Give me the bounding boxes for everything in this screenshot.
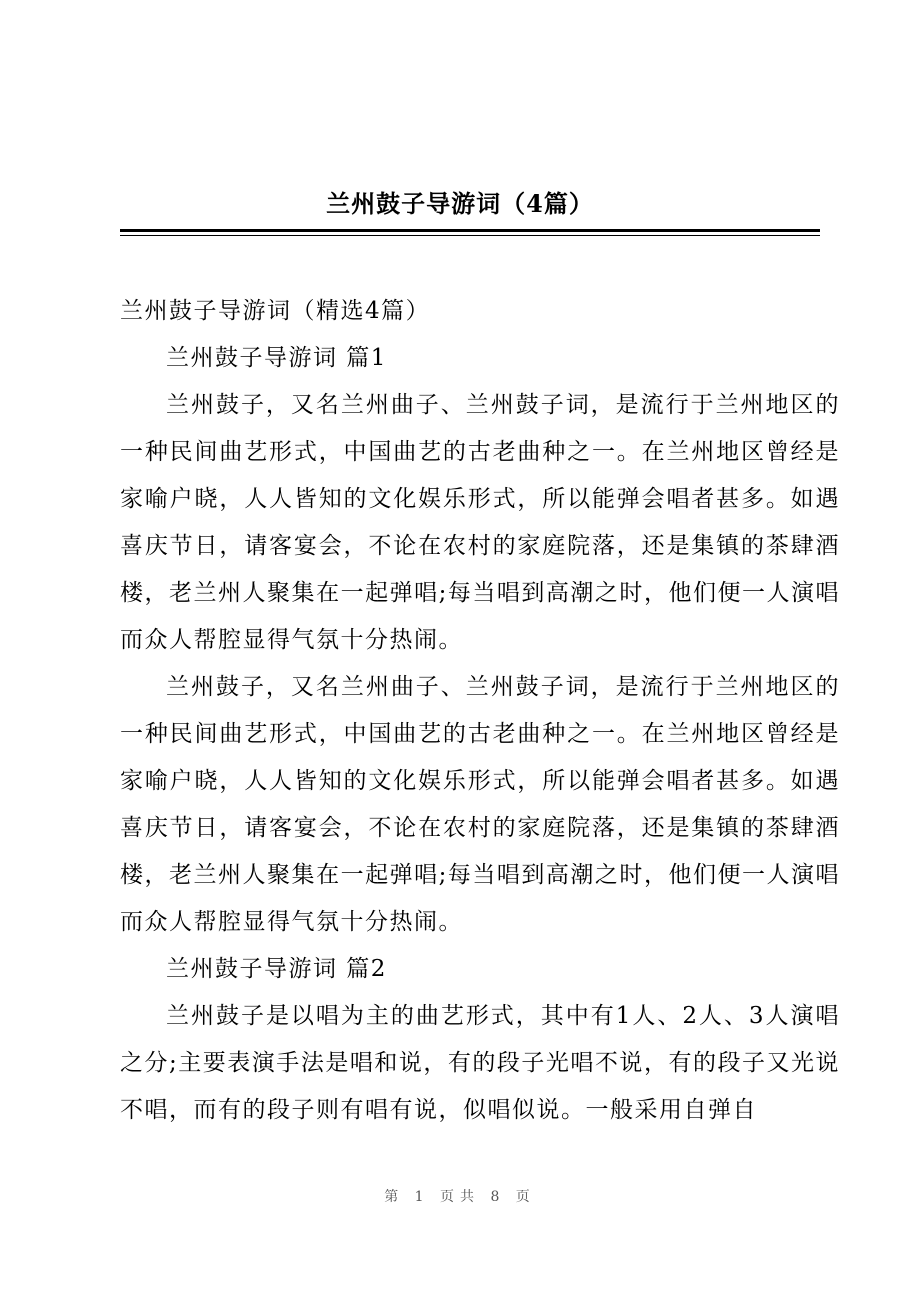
title-divider-thin	[120, 235, 820, 236]
body-paragraph-2: 兰州鼓子，又名兰州曲子、兰州鼓子词，是流行于兰州地区的一种民间曲艺形式，中国曲艺的古老曲种之一。在兰州地区曾经是家喻户晓，人人皆知的文化娱乐形式，所以能弹会唱者甚多。如遇喜庆节日，请客宴会，不论在农村的家庭院落，还是集镇的茶肆酒楼，老兰州人聚集在一起弹唱;每当唱到高潮之时，他们便一人演唱而众人帮腔显得气氛十分热闹。	[120, 674, 840, 935]
document-subtitle: 兰州鼓子导游词（精选4篇）	[120, 298, 431, 324]
document-body	[120, 288, 840, 1134]
body-paragraph-1: 兰州鼓子，又名兰州曲子、兰州鼓子词，是流行于兰州地区的一种民间曲艺形式，中国曲艺的古老曲种之一。在兰州地区曾经是家喻户晓，人人皆知的文化娱乐形式，所以能弹会唱者甚多。如遇喜庆节日，请客宴会，不论在农村的家庭院落，还是集镇的茶肆酒楼，老兰州人聚集在一起弹唱;每当唱到高潮之时，他们便一人演唱而众人帮腔显得气氛十分热闹。	[120, 392, 840, 653]
body-paragraph-3: 兰州鼓子是以唱为主的曲艺形式，其中有1人、2人、3人演唱之分;主要表演手法是唱和说，有的段子光唱不说，有的段子又光说不唱，而有的段子则有唱有说，似唱似说。一般采用自弹自	[120, 1003, 840, 1123]
title-divider-thick	[120, 229, 820, 232]
page-title: 兰州鼓子导游词（4篇）	[326, 189, 594, 218]
page-number-footer: 第 1 页共 8 页	[384, 1189, 536, 1205]
section-heading-2: 兰州鼓子导游词 篇2	[166, 956, 387, 982]
section-heading-1: 兰州鼓子导游词 篇1	[166, 345, 387, 371]
